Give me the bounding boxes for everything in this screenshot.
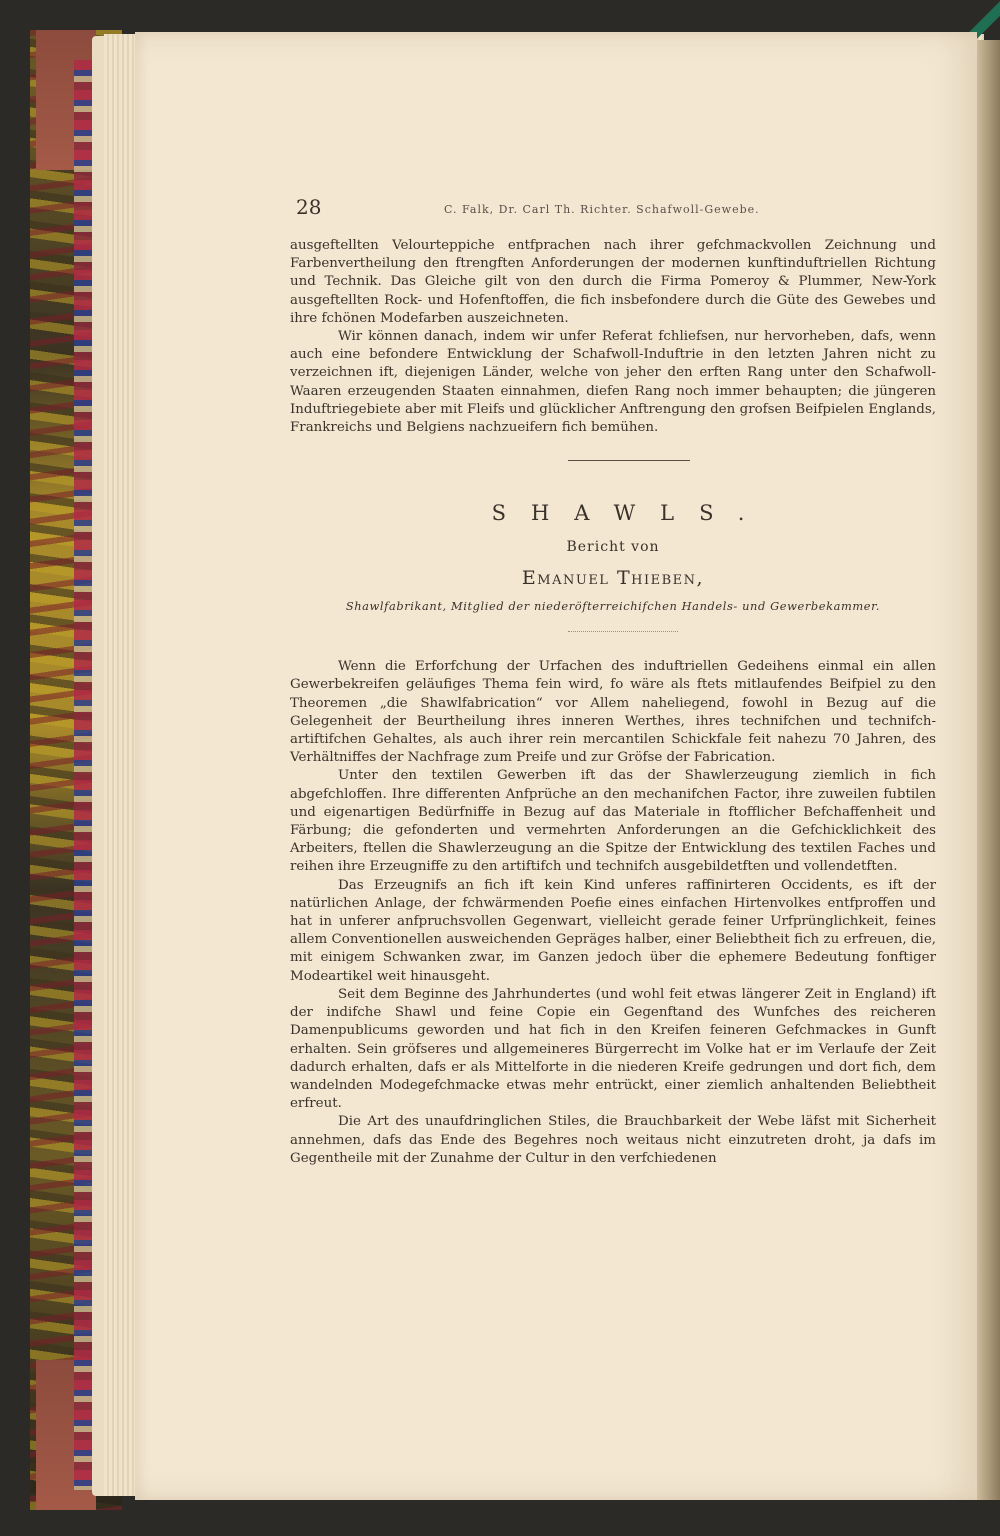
running-head: C. Falk, Dr. Carl Th. Richter. Schafwoll-Gewebe. xyxy=(444,203,760,216)
section-divider xyxy=(568,460,690,461)
byline: Bericht von xyxy=(566,539,660,556)
paragraph: Das Erzeugnifs an fich ift kein Kind unferes raffinirteren Occidents, es ift der natürlichen Anlage, der fchwärmenden Poefie eines einfachen Hirtenvolkes entfproffen und hat in unferer anfpruchsvollen Gegenwart, vielleicht gerade feiner Urfprünglichkeit, feines allem Conventionellen ausweichenden Gepräges halber, einer Beliebtheit fich zu erfreuen, die, mit einigem Schwanken zwar, im Ganzen jedoch über die ephemere Bedeutung fonftiger Modeartikel weit hinausgeht. xyxy=(290,877,936,984)
author-name: Emanuel Thieben, xyxy=(521,567,705,590)
page-content xyxy=(290,195,936,1168)
page-header xyxy=(290,195,936,223)
section-title: SHAWLS. xyxy=(491,501,770,526)
page-number: 28 xyxy=(296,195,322,219)
paragraph: Unter den textilen Gewerben ift das der Shawlerzeugung ziemlich in fich abgefchloffen. Ihre differenten Anfprüche an den mechanifchen Factor, ihre zuweilen fubtilen und eigenartigen Bedürfniffe in Bezug auf das Materiale in ftofflicher Befchaffenheit und Färbung; die gefonderten und vermehrten Anforderungen an die Gefchicklichkeit des Arbeiters, ftellen die Shawlerzeugung an die Spitze der Entwicklung des textilen Faches und reihen ihre Erzeugniffe zu den artiftifch und technifch ausgebildetften und vollendetften. xyxy=(290,768,936,875)
paragraph: Wenn die Erforfchung der Urfachen des induftriellen Gedeihens einmal ein allen Gewerbekreifen geläufiges Thema fein wird, fo wäre als ftets mitlaufendes Beifpiel zu den Theoremen „die Shawlfabrication“ vor Allem naheliegend, fowohl in Bezug auf die Gelegenheit der Beurtheilung ihres inneren Werthes, ihres technifchen und technifch-artiftifchen Gehaltes, als auch ihrer rein mercantilen Schickfale feit nahezu 70 Jahren, des Verhältniffes der Nachfrage zum Preife und zur Gröfse der Fabrication. xyxy=(290,659,936,766)
paragraph: Wir können danach, indem wir unfer Referat fchliefsen, nur hervorheben, dafs, wenn auch eine befondere Entwicklung der Schafwoll-Induftrie in den letzten Jahren nicht zu verzeichnen ift, diejenigen Länder, welche von jeher den erften Rang unter den Schafwoll-Waaren erzeugenden Staaten einnahmen, diefen Rang noch immer behaupten; die jüngeren Induftriegebiete aber mit Fleifs und glücklicher Anftrengung den grofsen Beifpielen Englands, Frankreichs und Belgiens nachzueifern fich bemühen. xyxy=(290,329,936,436)
paragraph: Die Art des unaufdringlichen Stiles, die Brauchbarkeit der Webe läfst mit Sicherheit annehmen, dafs das Ende des Begehres noch weitaus nicht einzutreten droht, ja dafs im Gegentheile mit der Zunahme der Cultur in den verfchiedenen xyxy=(290,1114,936,1166)
paragraph: ausgeftellten Velourteppiche entfprachen nach ihrer gefchmackvollen Zeichnung und Farbenvertheilung den ftrengften Anforderungen der modernen kunftinduftriellen Richtung und Technik. Das Gleiche gilt von den durch die Firma Pomeroy & Plummer, New-York ausgeftellten Rock- und Hofenftoffen, die fich insbefondere durch die Güte des Gewebes und ihre fchönen Modefarben auszeichneten. xyxy=(290,238,936,326)
article-body xyxy=(290,658,936,1168)
book-gutter-shadow xyxy=(977,40,1000,1500)
ornamental-rule xyxy=(568,631,678,632)
author-affiliation: Shawlfabrikant, Mitglied der niederöfterreichifchen Handels- und Gewerbekammer. xyxy=(345,599,881,614)
paragraph: Seit dem Beginne des Jahrhundertes (und wohl feit etwas längerer Zeit in England) ift der indifche Shawl und feine Copie ein Gegenftand des Wunfches des reicheren Damenpublicums geworden und hat fich in den Kreifen feineren Gefchmackes in Gunft erhalten. Sein gröfseres und allgemeineres Bürgerrecht im Volke hat er im Verlaufe der Zeit dadurch erhalten, dafs er als Mittelforte in die niederen Kreife gedrungen und dort fich, dem wandelnden Modegefchmacke etwas mehr entrückt, einer ziemlich anhaltenden Beliebtheit erfreut. xyxy=(290,986,936,1112)
